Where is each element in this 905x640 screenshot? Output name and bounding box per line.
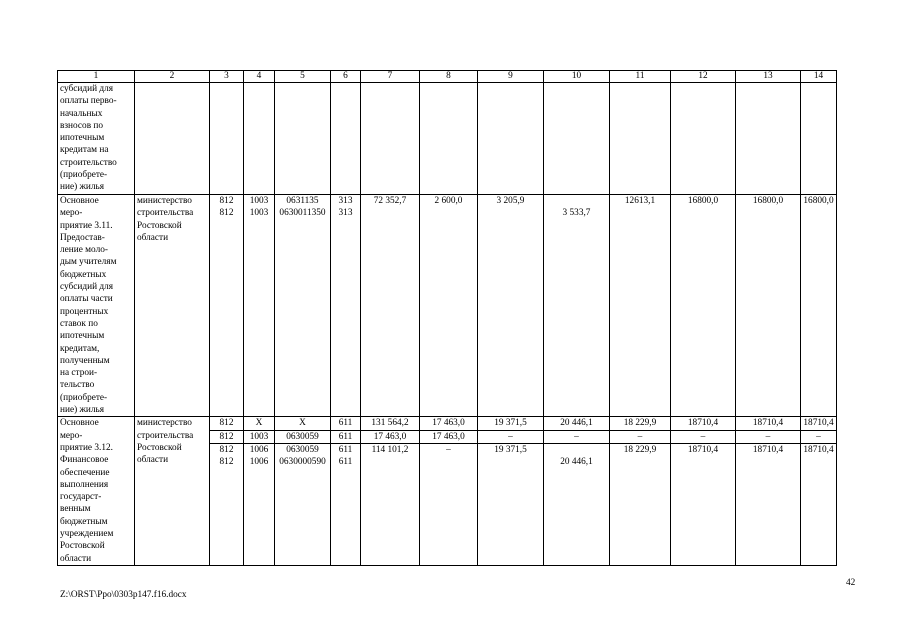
amount-value	[610, 456, 670, 468]
code-value: 313	[338, 208, 353, 219]
page-number: 42	[846, 578, 856, 588]
amount-cell	[544, 417, 610, 566]
text-line: приятие 3.12.	[60, 442, 113, 453]
rzpr-cell	[244, 195, 275, 417]
cell	[478, 83, 544, 195]
text-line: ипотечным	[60, 331, 105, 342]
grbs-cell	[210, 417, 244, 566]
amount-value	[801, 456, 836, 468]
text-line: ставок по	[60, 318, 98, 329]
amount-cell	[801, 417, 837, 566]
amount-cell	[736, 417, 801, 566]
text-line: дым учителям	[60, 257, 117, 268]
text-line: министерство	[137, 196, 192, 206]
col-header: 3	[210, 71, 244, 83]
col-header: 4	[244, 71, 275, 83]
code-value: 0631135	[286, 196, 319, 206]
text-line: строительство	[60, 157, 117, 168]
file-path: Z:\ORST\Ppo\0303p147.f16.docx	[60, 590, 187, 600]
cell	[801, 83, 837, 195]
text-line: (приобрете-	[60, 392, 108, 403]
csr-cell	[275, 417, 331, 566]
cell	[671, 83, 736, 195]
code-value: 611	[338, 457, 353, 468]
amount-value: 18710,4	[736, 417, 800, 430]
cell	[610, 83, 671, 195]
amount-cell: 16800,0	[671, 195, 736, 417]
text-line: меро-	[60, 208, 83, 219]
vr-cell	[331, 195, 361, 417]
amount-cell: 72 352,7	[361, 195, 420, 417]
col-header: 10	[544, 71, 610, 83]
budget-table	[57, 70, 837, 566]
cell	[135, 83, 210, 195]
text-line: ние) жилья	[60, 405, 105, 416]
amount-value: –	[544, 431, 609, 444]
col-header: 12	[671, 71, 736, 83]
text-line: области	[60, 553, 92, 564]
cell	[331, 83, 361, 195]
cell	[361, 83, 420, 195]
text-line: субсидий для	[60, 282, 114, 293]
amount-value: 17 463,0	[361, 431, 419, 444]
code-value: X	[244, 417, 274, 430]
text-line: области	[137, 455, 169, 466]
amount-value: –	[736, 431, 800, 444]
text-line: Основное	[60, 196, 99, 206]
amount-cell: 16800,0	[736, 195, 801, 417]
executor-cell	[135, 195, 210, 417]
text-line: полученным	[60, 355, 110, 366]
amount-cell	[361, 417, 420, 566]
text-line: венным	[60, 504, 91, 515]
code-value: 611	[331, 417, 360, 430]
amount-value: 18 229,9	[610, 417, 670, 430]
text-line: оплаты части	[60, 294, 113, 305]
measure-name-cell	[58, 417, 135, 566]
cell	[275, 83, 331, 195]
amount-cell	[420, 417, 478, 566]
col-header: 7	[361, 71, 420, 83]
cell	[244, 83, 275, 195]
amount-value: 19 371,5	[478, 417, 543, 430]
code-value: 812	[219, 444, 234, 455]
amount-value: 17 463,0	[420, 417, 477, 430]
text-line: процентных	[60, 306, 109, 317]
amount-value: –	[801, 431, 836, 444]
text-line: субсидий для	[60, 84, 114, 94]
text-line: строительства	[137, 430, 194, 441]
text-line: меро-	[60, 430, 83, 441]
amount-value: 20 446,1	[560, 457, 593, 468]
text-line: Предостав-	[60, 232, 105, 243]
code-value: 1003	[249, 208, 269, 219]
code-value: 812	[219, 457, 234, 468]
text-line: начальных	[60, 108, 103, 119]
text-line: Ростовской	[60, 541, 105, 552]
col-header: 6	[331, 71, 361, 83]
amount-value: 18710,4	[671, 417, 735, 430]
amount-value: 18710,4	[687, 444, 719, 455]
code-value: 1006	[249, 444, 269, 455]
text-line: Ростовской	[137, 220, 182, 231]
amount-cell: 12613,1	[610, 195, 671, 417]
col-header: 5	[275, 71, 331, 83]
text-line: бюджетным	[60, 516, 108, 527]
measure-name-cell	[58, 195, 135, 417]
amount-value: 20 446,1	[544, 417, 609, 430]
amount-value	[478, 456, 543, 468]
amount-value	[420, 456, 477, 468]
executor-cell	[135, 417, 210, 566]
code-value: 0630059	[286, 444, 319, 455]
cell	[420, 83, 478, 195]
header-row	[58, 71, 837, 83]
amount-value: 3 533,7	[562, 208, 591, 218]
cell	[736, 83, 801, 195]
amount-value: –	[610, 431, 670, 444]
text-line: строительства	[137, 208, 194, 219]
text-line: ние) жилья	[60, 182, 105, 193]
amount-value: 18710,4	[752, 444, 784, 455]
code-value: 1006	[249, 457, 269, 468]
text-line: тельство	[60, 380, 95, 391]
text-line: государст-	[60, 492, 102, 503]
text-line: Ростовской	[137, 442, 182, 453]
amount-value: 18710,4	[803, 444, 834, 455]
rzpr-cell	[244, 417, 275, 566]
amount-cell	[478, 417, 544, 566]
text-line: (приобрете-	[60, 170, 108, 181]
col-header: 13	[736, 71, 801, 83]
amount-value: –	[446, 444, 451, 455]
cell	[544, 83, 610, 195]
amount-value: 18 229,9	[623, 444, 657, 455]
measure-name-cell	[58, 83, 135, 195]
text-line: взносов по	[60, 120, 104, 131]
text-line: министерство	[137, 418, 192, 429]
col-header: 9	[478, 71, 544, 83]
amount-cell	[610, 417, 671, 566]
text-line: учреждением	[60, 529, 114, 540]
text-line: Финансовое	[60, 455, 109, 466]
text-line: обеспечение	[60, 467, 110, 478]
code-value: 1003	[244, 431, 274, 444]
amount-value	[544, 444, 609, 456]
text-line: ипотечным	[60, 133, 105, 144]
code-value: 812	[219, 196, 234, 206]
code-value: 812	[210, 417, 243, 430]
amount-value: 19 371,5	[494, 444, 527, 455]
code-value: 812	[219, 208, 234, 219]
code-value: 313	[338, 196, 353, 206]
col-header: 1	[58, 71, 135, 83]
grbs-cell	[210, 195, 244, 417]
text-line: оплаты перво-	[60, 96, 117, 107]
col-header: 8	[420, 71, 478, 83]
code-value: 611	[331, 431, 360, 444]
text-line: выполнения	[60, 479, 109, 490]
amount-value	[671, 456, 735, 468]
code-value: 0630011350	[279, 208, 326, 219]
table-row-measure-3-12	[58, 417, 837, 566]
amount-cell: 16800,0	[801, 195, 837, 417]
text-line: бюджетных	[60, 269, 107, 280]
code-value: 0630000590	[279, 457, 326, 468]
text-line: области	[137, 232, 169, 243]
amount-value: 114 101,2	[371, 444, 409, 455]
text-line: на строи-	[60, 368, 98, 379]
text-line: ление моло-	[60, 245, 108, 256]
code-value: 611	[338, 444, 353, 455]
code-value: 812	[210, 431, 243, 444]
amount-cell: 2 600,0	[420, 195, 478, 417]
amount-cell: 3 205,9	[478, 195, 544, 417]
col-header: 2	[135, 71, 210, 83]
cell	[210, 83, 244, 195]
amount-value	[736, 456, 800, 468]
vr-cell	[331, 417, 361, 566]
col-header: 14	[801, 71, 837, 83]
amount-value: 17 463,0	[420, 431, 477, 444]
amount-cell	[671, 417, 736, 566]
amount-value	[361, 456, 419, 468]
col-header: 11	[610, 71, 671, 83]
amount-value: 18710,4	[801, 417, 836, 430]
text-line: приятие 3.11.	[60, 220, 113, 231]
code-value: X	[275, 417, 330, 430]
amount-cell	[544, 195, 610, 417]
text-line: кредитам на	[60, 145, 109, 156]
amount-value: –	[671, 431, 735, 444]
text-line: Основное	[60, 418, 99, 429]
csr-cell	[275, 195, 331, 417]
code-value: 1003	[249, 196, 269, 206]
amount-value: –	[478, 431, 543, 444]
code-value: 0630059	[275, 431, 330, 444]
amount-value: 131 564,2	[361, 417, 419, 430]
table-row-measure-3-11	[58, 195, 837, 417]
table-row-continuation	[58, 83, 837, 195]
text-line: кредитам,	[60, 343, 100, 354]
